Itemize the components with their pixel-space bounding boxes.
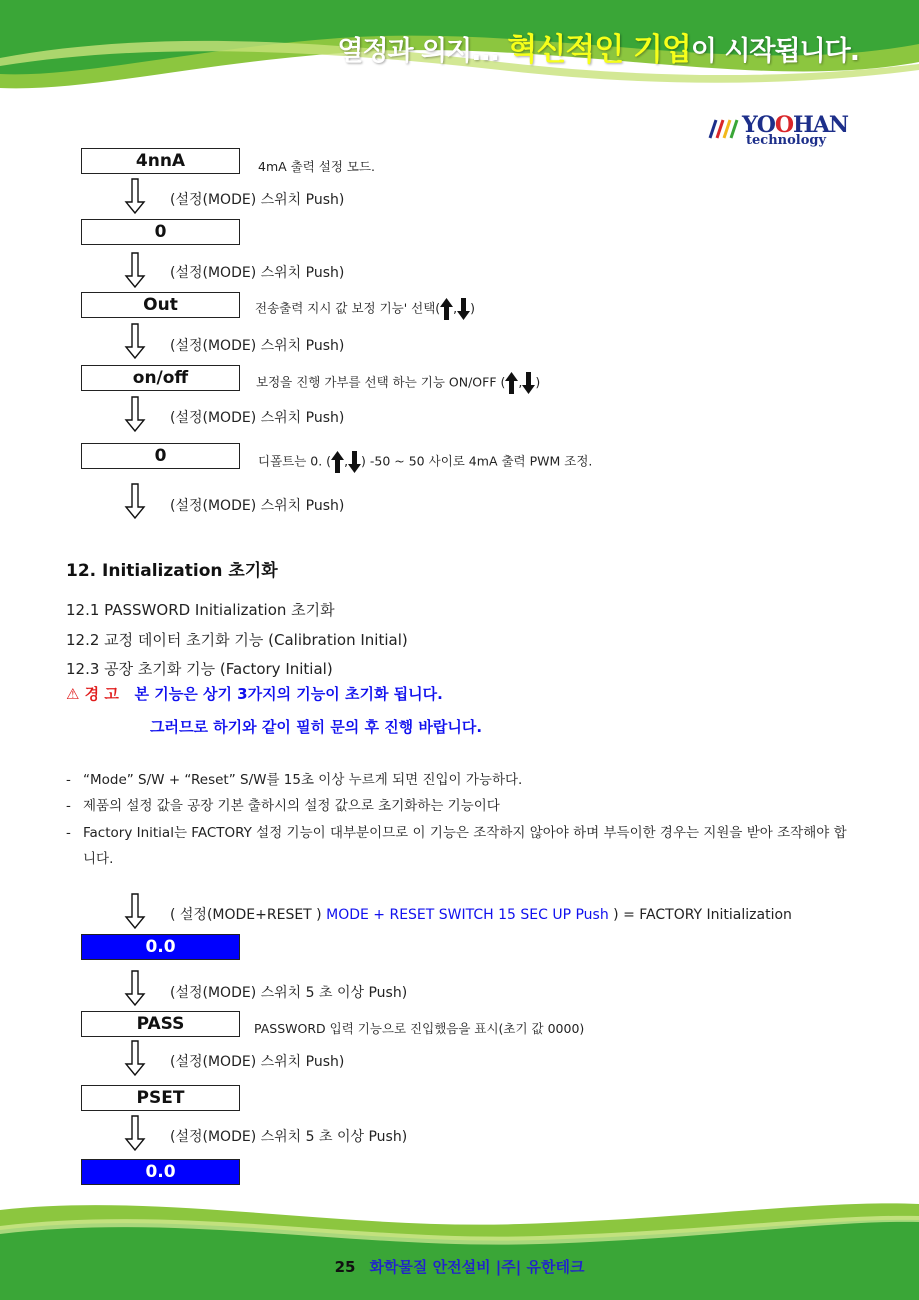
step-label-factory: ( 설정(MODE+RESET ) MODE + RESET SWITCH 15 SEC UP Push ) = FACTORY Initialization [170, 907, 792, 923]
display-box-pass: PASS [81, 1011, 240, 1037]
slogan-part1: 열정과 의지... [337, 36, 508, 67]
down-arrow-icon [124, 893, 146, 929]
company-logo [706, 112, 856, 152]
display-box-4nna: 4nnA [81, 148, 240, 174]
step-label: (설정(MODE) 스위치 5 초 이상 Push) [170, 1129, 408, 1145]
bullet-item: - 제품의 설정 값을 공장 기본 출하시의 설정 값으로 초기화하는 기능이다 [66, 798, 500, 814]
down-arrow-solid-icon [457, 298, 470, 320]
up-arrow-icon [440, 298, 453, 320]
step-label: (설정(MODE) 스위치 Push) [170, 338, 345, 354]
step-label: (설정(MODE) 스위치 5 초 이상 Push) [170, 985, 408, 1001]
down-arrow-icon [124, 1040, 146, 1076]
footer [0, 1256, 919, 1277]
down-arrow-icon [124, 970, 146, 1006]
down-arrow-solid-icon [348, 451, 361, 473]
down-arrow-icon [124, 323, 146, 359]
logo-word: YOOHAN [742, 112, 849, 138]
warning-line-2: 그러므로 하기와 같이 필히 문의 후 진행 바랍니다. [150, 718, 483, 736]
note-default: 디폴트는 0. ( , ) -50 ~ 50 사이로 4mA 출력 PWM 조정. [258, 451, 592, 473]
display-box-out: Out [81, 292, 240, 318]
up-arrow-icon [505, 372, 518, 394]
step-label: (설정(MODE) 스위치 Push) [170, 498, 345, 514]
bullet-item: - Factory Initial는 FACTORY 설정 기능이 대부분이므로 이 기능은 조작하지 않아야 하며 부득이한 경우는 지원을 받아 조작해야 합니다. [66, 825, 847, 867]
down-arrow-icon [124, 252, 146, 288]
logo-subtitle: technology [746, 133, 827, 148]
display-box-onoff: on/off [81, 365, 240, 391]
display-box-blue: 0.0 [81, 934, 240, 960]
warning-line-1: ⚠ 경 고 본 기능은 상기 3가지의 기능이 초기화 됩니다. [66, 685, 443, 703]
display-box-0: 0 [81, 219, 240, 245]
list-item: 12.1 PASSWORD Initialization 초기화 [66, 601, 335, 619]
bullet-item: - “Mode” S/W + “Reset” S/W를 15초 이상 누르게 되면 진입이 가능하다. [66, 772, 523, 788]
footer-company: 화학물질 안전설비 |주| 유한테크 [369, 1258, 585, 1276]
down-arrow-icon [124, 178, 146, 214]
list-item: 12.3 공장 초기화 기능 (Factory Initial) [66, 660, 333, 678]
step-label: (설정(MODE) 스위치 Push) [170, 192, 345, 208]
footer-band [0, 1190, 919, 1300]
note-pass: PASSWORD 입력 기능으로 진입했음을 표시(초기 값 0000) [254, 1021, 585, 1036]
page-number: 25 [334, 1258, 356, 1276]
down-arrow-solid-icon [522, 372, 535, 394]
down-arrow-icon [124, 396, 146, 432]
step-label: (설정(MODE) 스위치 Push) [170, 1054, 345, 1070]
step-label: (설정(MODE) 스위치 Push) [170, 265, 345, 281]
slogan-highlight: 혁신적인 기업 [507, 32, 691, 68]
note-onoff: 보정을 진행 가부를 선택 하는 기능 ON/OFF ( , ) [256, 372, 540, 394]
list-item: 12.2 교정 데이터 초기화 기능 (Calibration Initial) [66, 631, 408, 649]
header-slogan [337, 24, 859, 69]
section-title: 12. Initialization 초기화 [66, 561, 278, 581]
note-out-select: 전송출력 지시 값 보정 기능' 선택( , ) [255, 298, 475, 320]
display-box-blue: 0.0 [81, 1159, 240, 1185]
down-arrow-icon [124, 483, 146, 519]
down-arrow-icon [124, 1115, 146, 1151]
warning-icon: ⚠ 경 고 [66, 685, 119, 703]
step-label: (설정(MODE) 스위치 Push) [170, 410, 345, 426]
logo-stripes-icon [706, 114, 742, 140]
slogan-part2: 이 시작됩니다. [690, 36, 859, 67]
up-arrow-icon [331, 451, 344, 473]
display-box-pset: PSET [81, 1085, 240, 1111]
note-4ma-mode: 4mA 출력 설정 모드. [258, 159, 376, 174]
display-box-0-default: 0 [81, 443, 240, 469]
